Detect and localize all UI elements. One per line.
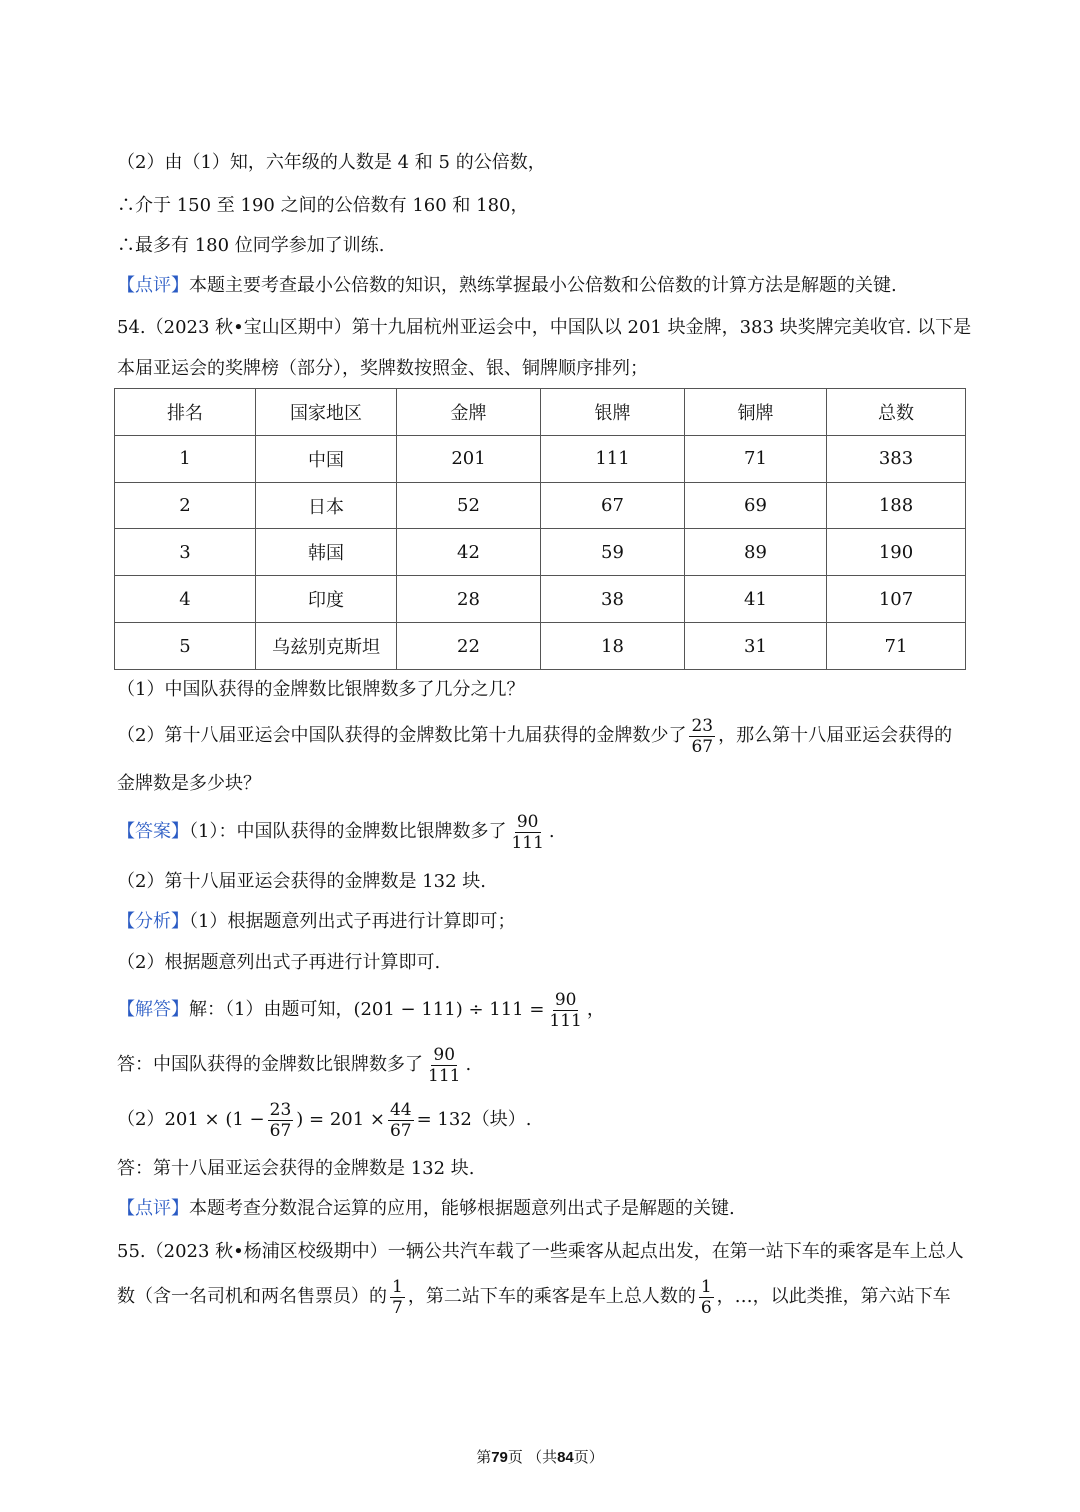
table-cell: 89 [685,529,827,576]
table-cell: 38 [541,576,685,623]
table-cell: 1 [115,435,256,482]
sub-question-2-text: ，那么第十八届亚运会获得的 [718,725,953,746]
answer-tag: 【答案】 [117,821,189,842]
comment-line [117,274,970,298]
table-cell: 3 [115,529,256,576]
fraction-denominator: 111 [428,1065,461,1086]
solution-text: ， [586,999,605,1020]
medal-table [114,388,966,670]
comment-tag: 【点评】 [117,275,189,296]
fraction-denominator: 67 [389,1120,412,1141]
text-line: ∴最多有 180 位同学参加了训练. [117,235,385,256]
table-row [115,623,966,670]
table-cell: 18 [541,623,685,670]
table-cell: 28 [397,576,541,623]
solution-text: （2）201 × (1 − [117,1109,265,1130]
fraction-numerator: 23 [269,1099,292,1120]
table-cell: 5 [115,623,256,670]
fraction [509,812,545,853]
comment-tag: 【点评】 [117,1198,189,1219]
text-line: （2）由（1）知，六年级的人数是 4 和 5 的公倍数， [117,152,546,173]
solution-text: = 132（块）. [416,1109,532,1130]
table-cell: 42 [397,529,541,576]
table-header-row [115,389,966,436]
comment-text: 本题主要考查最小公倍数的知识，熟练掌握最小公倍数和公倍数的计算方法是解题的关键. [189,275,897,296]
table-cell: 乌兹别克斯坦 [256,623,397,670]
question-text: 数（含一名司机和两名售票员）的 [117,1286,387,1307]
fraction-numerator: 1 [700,1276,712,1297]
table-cell: 日本 [256,482,397,529]
fraction-denominator: 67 [691,736,714,757]
table-cell: 4 [115,576,256,623]
table-cell: 22 [397,623,541,670]
table-cell: 2 [115,482,256,529]
table-cell: 71 [685,435,827,482]
solution-text: . [465,1054,472,1075]
solution-answer-2: 答：第十八届亚运会获得的金牌数是 132 块. [117,1158,475,1179]
fraction-numerator: 23 [691,715,714,736]
fraction [390,1277,405,1318]
table-cell: 59 [541,529,685,576]
table-header-cell: 金牌 [397,389,541,436]
solution-text: ) = 201 × [296,1109,385,1130]
fraction [547,990,583,1031]
table-header-cell: 铜牌 [685,389,827,436]
table-cell: 201 [397,435,541,482]
table-header-cell: 银牌 [541,389,685,436]
total-pages: 84 [557,1449,574,1466]
fraction-denominator: 67 [269,1120,292,1141]
table-cell: 383 [827,435,966,482]
table-cell: 190 [827,529,966,576]
analysis-text: （1）根据题意列出式子再进行计算即可； [189,911,516,932]
table-cell: 111 [541,435,685,482]
footer-text: 页 （共 [507,1449,558,1466]
analysis-line-2: （2）根据题意列出式子再进行计算即可. [117,952,441,973]
fraction-denominator: 7 [392,1297,403,1318]
question-54-intro: 54.（2023 秋•宝山区期中）第十九届杭州亚运会中，中国队以 201 块金牌，383 块奖牌完美收官. 以下是 [117,317,972,338]
fraction [699,1277,714,1318]
table-cell: 中国 [256,435,397,482]
question-text: ，第二站下车的乘客是车上总人数的 [407,1286,696,1307]
footer-text: 页） [573,1449,604,1466]
fraction-numerator: 1 [392,1276,403,1297]
analysis-line-1 [117,910,970,934]
table-cell: 41 [685,576,827,623]
answer-text: . [548,821,555,842]
fraction-denominator: 111 [549,1010,582,1031]
sub-question-1: （1）中国队获得的金牌数比银牌数多了几分之几？ [117,679,525,700]
solution-line-1 [117,988,970,1032]
table-cell: 韩国 [256,529,397,576]
table-header-cell: 国家地区 [256,389,397,436]
sub-question-2-cont: 金牌数是多少块？ [117,773,261,794]
sub-question-2-text: （2）第十八届亚运会中国队获得的金牌数比第十九届获得的金牌数少了 [117,725,687,746]
fraction-numerator: 90 [433,1044,456,1065]
answer-line-2: （2）第十八届亚运会获得的金牌数是 132 块. [117,871,486,892]
question-55-line-2 [117,1275,970,1319]
comment-line [117,1197,970,1221]
fraction-denominator: 111 [511,832,544,853]
page-footer [0,1446,1080,1467]
solution-tag: 【解答】 [117,999,189,1020]
table-row [115,529,966,576]
solution-line-2 [117,1098,970,1142]
solution-answer-1 [117,1043,970,1087]
page-number: 79 [491,1449,508,1466]
table-cell: 52 [397,482,541,529]
fraction-numerator: 90 [516,811,539,832]
fraction [388,1100,414,1141]
table-cell: 188 [827,482,966,529]
question-54-intro-cont: 本届亚运会的奖牌榜（部分），奖牌数按照金、银、铜牌顺序排列； [117,358,648,379]
question-text: ，…，以此类推，第六站下车 [716,1286,951,1307]
table-row [115,435,966,482]
fraction [268,1100,294,1141]
fraction-numerator: 44 [389,1099,412,1120]
table-row [115,482,966,529]
fraction [426,1045,462,1086]
table-row [115,576,966,623]
table-cell: 71 [827,623,966,670]
table-cell: 印度 [256,576,397,623]
table-cell: 31 [685,623,827,670]
analysis-tag: 【分析】 [117,911,189,932]
fraction-denominator: 6 [700,1297,712,1318]
table-cell: 69 [685,482,827,529]
answer-text: （1）：中国队获得的金牌数比银牌数多了 [189,821,507,842]
answer-line-1 [117,810,970,854]
sub-question-2 [117,714,970,758]
fraction-numerator: 90 [554,989,577,1010]
solution-text: 解：（1）由题可知，(201 − 111) ÷ 111 = [189,999,545,1020]
comment-text: 本题考查分数混合运算的应用，能够根据题意列出式子是解题的关键. [189,1198,735,1219]
question-55-line-1: 55.（2023 秋•杨浦区校级期中）一辆公共汽车载了一些乘客从起点出发，在第一站下车的乘客是车上总人 [117,1241,964,1262]
table-cell: 107 [827,576,966,623]
table-header-cell: 排名 [115,389,256,436]
text-line: ∴介于 150 至 190 之间的公倍数有 160 和 180， [117,195,529,216]
table-header-cell: 总数 [827,389,966,436]
footer-text: 第 [476,1449,492,1466]
fraction [689,716,715,757]
solution-text: 答：中国队获得的金牌数比银牌数多了 [117,1054,423,1075]
table-cell: 67 [541,482,685,529]
